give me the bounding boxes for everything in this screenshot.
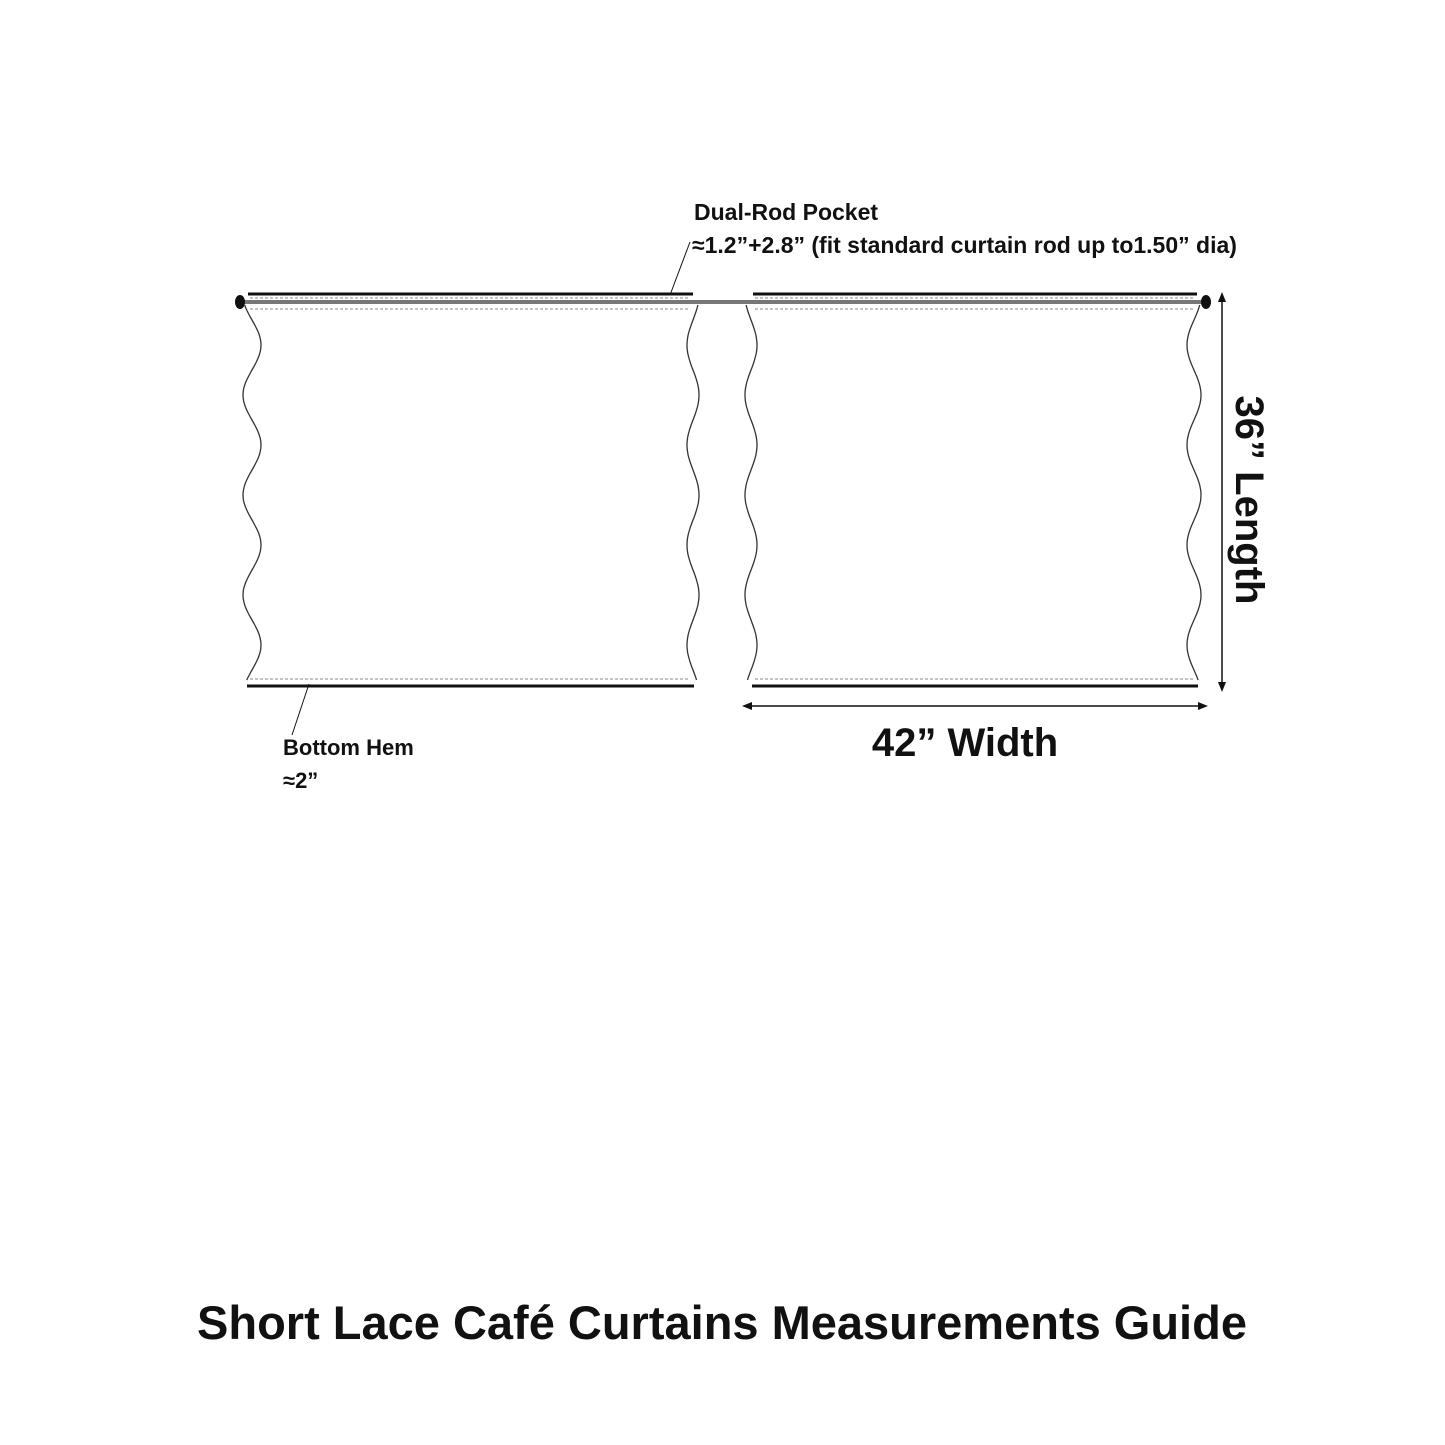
wavy-curtain-edge bbox=[745, 305, 757, 680]
bottom-hem-title: Bottom Hem bbox=[283, 735, 414, 760]
rod-pocket-title: Dual-Rod Pocket bbox=[694, 199, 879, 225]
wavy-curtain-edge bbox=[687, 305, 699, 680]
right-curtain-panel bbox=[745, 294, 1201, 686]
width-label: 42” Width bbox=[871, 721, 1059, 765]
wavy-curtain-edge bbox=[1187, 305, 1201, 680]
bottom-hem-leader bbox=[292, 684, 309, 735]
width-dimension-arrow bbox=[742, 702, 1208, 710]
length-dimension-arrow bbox=[1218, 292, 1226, 692]
rod-finial-left bbox=[235, 295, 245, 309]
rod-pocket-leader bbox=[670, 242, 690, 295]
left-curtain-panel bbox=[243, 294, 699, 686]
wavy-curtain-edge bbox=[243, 305, 261, 680]
bottom-hem-detail: ≈2” bbox=[283, 768, 319, 793]
rod-finial-right bbox=[1201, 295, 1211, 309]
page-title: Short Lace Café Curtains Measurements Guide bbox=[197, 1296, 1247, 1349]
rod-pocket-detail: ≈1.2”+2.8” (fit standard curtain rod up to1.50” dia) bbox=[692, 232, 1237, 258]
length-label: 36” Length bbox=[1227, 395, 1271, 605]
